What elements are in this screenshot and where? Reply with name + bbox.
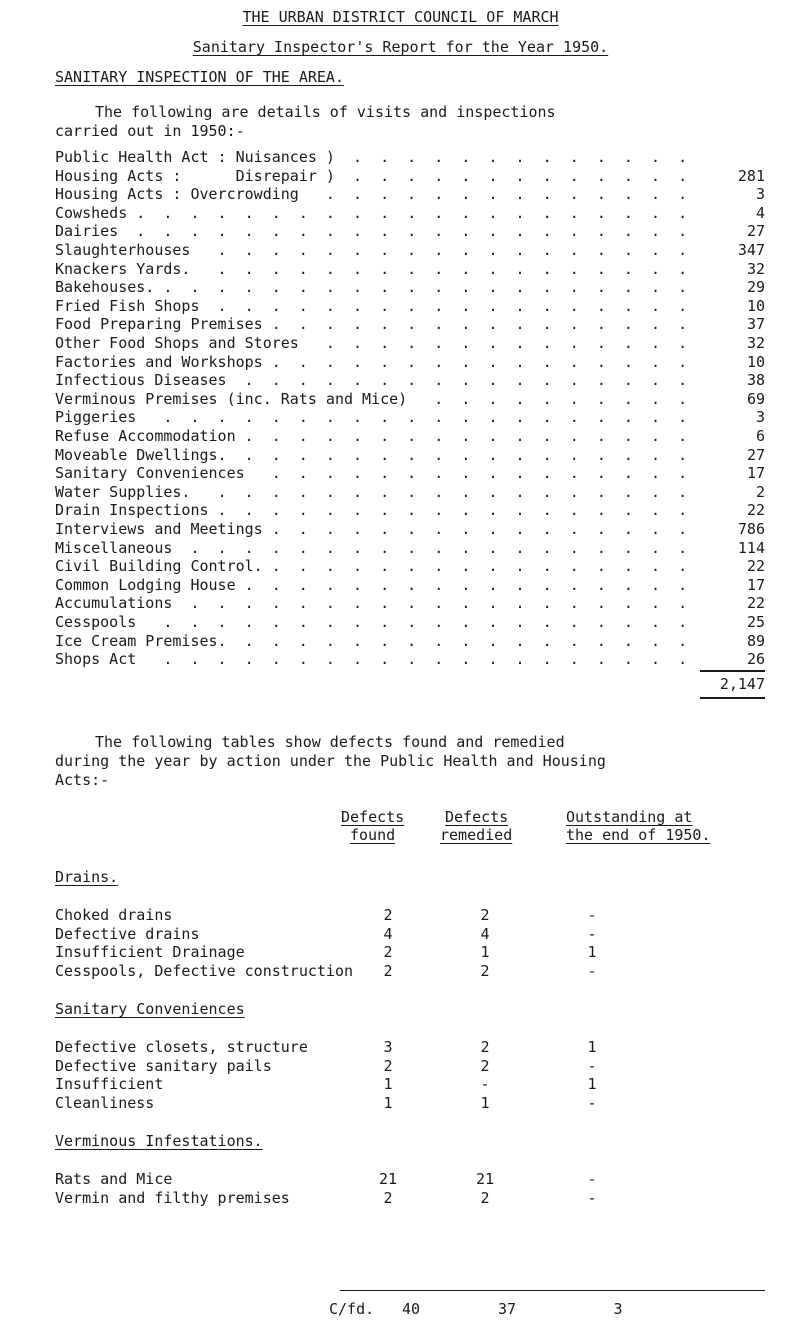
defect-label: Defective drains xyxy=(55,924,200,943)
visit-label: Other Food Shops and Stores xyxy=(55,334,299,352)
defect-row xyxy=(55,1038,765,1058)
defect-remedied: 2 xyxy=(480,906,490,924)
visit-count: 114 xyxy=(737,538,765,557)
leader-dots: . . . . . . . . . . . . . . . . . . . . xyxy=(163,408,688,427)
col-outstanding-header: the end of 1950. xyxy=(566,826,711,844)
visit-row xyxy=(55,650,765,670)
visit-count: 22 xyxy=(746,594,765,613)
total-rule xyxy=(700,670,765,672)
defect-found: 1 xyxy=(383,1075,393,1093)
visit-label: Common Lodging House xyxy=(55,575,236,594)
visit-row xyxy=(55,446,765,466)
visit-label: Dairies xyxy=(55,222,119,241)
defect-outstanding: - xyxy=(587,1056,597,1075)
visit-row xyxy=(55,204,765,224)
defect-found: 2 xyxy=(383,943,393,961)
visit-row xyxy=(55,334,765,354)
defect-row xyxy=(55,1057,765,1077)
visit-count: 26 xyxy=(746,650,765,669)
visit-count: 22 xyxy=(746,501,765,520)
visit-row xyxy=(55,483,765,503)
visit-count: 6 xyxy=(755,427,765,445)
defect-label: Rats and Mice xyxy=(55,1170,173,1188)
defect-outstanding: - xyxy=(587,924,597,943)
leader-dots: . . . . . . . . . . . . . xyxy=(352,166,688,185)
visit-count: 32 xyxy=(746,259,765,278)
defect-outstanding: - xyxy=(587,1093,597,1112)
leader-dots: . . . . . . . . . . . . . . . . xyxy=(271,557,688,576)
visit-label: Knackers Yards. xyxy=(55,259,191,278)
visit-count: 10 xyxy=(746,352,765,371)
defect-outstanding: - xyxy=(587,906,597,924)
visit-label: Infectious Diseases xyxy=(55,371,227,390)
defect-outstanding: - xyxy=(587,961,597,980)
leader-dots: . . . . . . . . . . . . . . . . . . xyxy=(217,296,688,315)
visit-row xyxy=(55,148,765,168)
defect-label: Defective sanitary pails xyxy=(55,1056,272,1075)
leader-dots: . . . . . . . . . . . . . . . . . . . . . xyxy=(136,203,688,222)
defect-label: Cesspools, Defective construction xyxy=(55,961,354,980)
visit-row xyxy=(55,371,765,391)
defect-remedied: 2 xyxy=(480,1056,490,1075)
carried-outstanding: 3 xyxy=(613,1300,623,1318)
visit-label: Drain Inspections xyxy=(55,501,209,520)
leader-dots: . . . . . . . . . . . . . xyxy=(352,148,688,166)
leader-dots: . . . . . . . . . . . . . . . . . xyxy=(244,445,688,464)
visit-label: Shops Act xyxy=(55,650,137,669)
defect-row xyxy=(55,925,765,945)
carried-label: C/fd. xyxy=(329,1300,375,1318)
visit-count: 347 xyxy=(737,241,765,259)
total-underline xyxy=(700,697,765,699)
leader-dots: . . . . . . . . . . . . . . . . xyxy=(271,464,688,483)
defect-row xyxy=(55,962,765,982)
visit-count: 69 xyxy=(746,389,765,408)
section-title: Drains. xyxy=(55,868,119,886)
col-found-header: found xyxy=(350,826,396,844)
visit-count: 3 xyxy=(755,408,765,427)
defect-found: 21 xyxy=(378,1170,398,1188)
defect-row xyxy=(55,1075,765,1095)
visit-row xyxy=(55,632,765,652)
defect-row xyxy=(55,906,765,926)
visit-row xyxy=(55,315,765,335)
visit-label: Water Supplies. xyxy=(55,482,191,501)
visit-count: 25 xyxy=(746,613,765,631)
leader-dots: . . . . . . . . . . . . . . . . . xyxy=(244,631,688,650)
leader-dots: . . . . . . . . . . . . . . . . . . . . xyxy=(163,650,688,669)
defect-remedied: 2 xyxy=(480,961,490,980)
col-outstanding-header: Outstanding at xyxy=(566,808,693,826)
defect-remedied: 2 xyxy=(480,1188,490,1207)
visit-count: 3 xyxy=(755,185,765,204)
leader-dots: . . . . . . . . . . . . . . . . . . . . xyxy=(163,613,688,631)
defect-label: Insufficient xyxy=(55,1075,164,1093)
visit-count: 281 xyxy=(737,166,765,185)
defect-found: 2 xyxy=(383,906,393,924)
carried-found: 40 xyxy=(401,1300,421,1318)
visit-label: Miscellaneous xyxy=(55,538,173,557)
visit-label: Verminous Premises (inc. Rats and Mice) xyxy=(55,389,408,408)
defect-label: Vermin and filthy premises xyxy=(55,1188,290,1207)
visit-row xyxy=(55,520,765,540)
visit-row xyxy=(55,594,765,614)
defect-row xyxy=(55,1189,765,1209)
visit-label: Factories and Workshops xyxy=(55,352,263,371)
visit-row xyxy=(55,167,765,187)
carried-rule xyxy=(340,1290,765,1291)
visit-count: 786 xyxy=(737,520,765,538)
visit-count: 27 xyxy=(746,445,765,464)
visit-label: Cesspools xyxy=(55,613,137,631)
defect-found: 2 xyxy=(383,1188,393,1207)
defects-intro: Acts:- xyxy=(55,771,110,789)
visit-row xyxy=(55,408,765,428)
visit-row xyxy=(55,557,765,577)
defect-found: 1 xyxy=(383,1093,393,1112)
visit-row xyxy=(55,613,765,633)
visit-label: Bakehouses. xyxy=(55,278,155,297)
visit-count: 17 xyxy=(746,464,765,483)
defect-label: Insufficient Drainage xyxy=(55,943,245,961)
defect-label: Choked drains xyxy=(55,906,173,924)
visit-label: Public Health Act : Nuisances ) xyxy=(55,148,335,166)
visit-count: 89 xyxy=(746,631,765,650)
visit-row xyxy=(55,539,765,559)
intro-text: The following are details of visits and inspections xyxy=(95,103,556,121)
visit-label: Refuse Accommodation xyxy=(55,427,236,445)
col-remedied-header: remedied xyxy=(440,826,513,844)
defect-found: 2 xyxy=(383,961,393,980)
visit-row xyxy=(55,241,765,261)
visit-row xyxy=(55,427,765,447)
report-title: Sanitary Inspector's Report for the Year 1950. xyxy=(192,38,609,56)
visit-row xyxy=(55,501,765,521)
visit-row xyxy=(55,260,765,280)
defect-label: Cleanliness xyxy=(55,1093,155,1112)
carried-remedied: 37 xyxy=(497,1300,517,1318)
section-title: Sanitary Conveniences xyxy=(55,1000,245,1018)
leader-dots: . . . . . . . . . . . . . . . . xyxy=(271,315,688,334)
defect-remedied: 1 xyxy=(480,943,490,961)
council-heading: THE URBAN DISTRICT COUNCIL OF MARCH xyxy=(242,8,559,26)
defect-found: 2 xyxy=(383,1056,393,1075)
visit-label: Cowsheds xyxy=(55,203,128,222)
defect-outstanding: - xyxy=(587,1188,597,1207)
visit-count: 37 xyxy=(746,315,765,334)
leader-dots: . . . . . . . . . . . . . . . . . xyxy=(244,427,688,445)
visit-count: 4 xyxy=(755,203,765,222)
defect-remedied: 21 xyxy=(475,1170,495,1188)
defect-label: Defective closets, structure xyxy=(55,1038,308,1056)
visit-label: Sanitary Conveniences xyxy=(55,464,245,483)
defect-found: 4 xyxy=(383,924,393,943)
defect-outstanding: - xyxy=(587,1170,597,1188)
defect-row xyxy=(55,1094,765,1114)
defect-outstanding: 1 xyxy=(587,1038,597,1056)
intro-text: carried out in 1950:- xyxy=(55,122,245,140)
leader-dots: . . . . . . . . . . . . . . . . . . xyxy=(217,259,688,278)
visit-label: Moveable Dwellings. xyxy=(55,445,227,464)
visit-count: 29 xyxy=(746,278,765,297)
defect-remedied: 4 xyxy=(480,924,490,943)
leader-dots: . . . . . . . . . . . . . . . . . . xyxy=(217,482,688,501)
leader-dots: . . . . . . . . . . . . . . . . . xyxy=(244,371,688,390)
visit-label: Civil Building Control. xyxy=(55,557,263,576)
defect-outstanding: 1 xyxy=(587,943,597,961)
visit-label: Ice Cream Premises. xyxy=(55,631,227,650)
leader-dots: . . . . . . . . . . . . . . . . . . . . . xyxy=(136,222,688,241)
visit-row xyxy=(55,185,765,205)
visit-count: 27 xyxy=(746,222,765,241)
visit-row xyxy=(55,297,765,317)
leader-dots: . . . . . . . . . . . . . . . . . . . xyxy=(190,594,688,613)
col-found-header: Defects xyxy=(341,808,405,826)
visit-count: 22 xyxy=(746,557,765,576)
visit-label: Housing Acts : Overcrowding xyxy=(55,185,299,204)
visit-label: Interviews and Meetings xyxy=(55,520,263,538)
leader-dots: . . . . . . . . . . . . . . . . xyxy=(271,520,688,538)
defect-remedied: 2 xyxy=(480,1038,490,1056)
carried-forward-row xyxy=(55,1300,765,1320)
visit-count: 10 xyxy=(746,296,765,315)
visit-row xyxy=(55,464,765,484)
visits-total: 2,147 xyxy=(719,675,765,693)
visit-row xyxy=(55,390,765,410)
section-title: Verminous Infestations. xyxy=(55,1132,263,1150)
visit-label: Piggeries xyxy=(55,408,137,427)
leader-dots: . . . . . . . . . . xyxy=(434,389,688,408)
section-heading: SANITARY INSPECTION OF THE AREA. xyxy=(55,68,344,86)
visit-count: 17 xyxy=(746,575,765,594)
visit-row xyxy=(55,576,765,596)
leader-dots: . . . . . . . . . . . . . . . . . xyxy=(244,575,688,594)
defect-outstanding: 1 xyxy=(587,1075,597,1093)
visit-row xyxy=(55,353,765,373)
visit-count: 38 xyxy=(746,371,765,390)
defect-remedied: 1 xyxy=(480,1093,490,1112)
leader-dots: . . . . . . . . . . . . . . . . . . xyxy=(217,241,688,259)
defect-remedied: - xyxy=(480,1075,490,1093)
visit-row xyxy=(55,222,765,242)
leader-dots: . . . . . . . . . . . . . . . . . . xyxy=(217,501,688,520)
defect-row xyxy=(55,943,765,963)
visit-row xyxy=(55,278,765,298)
leader-dots: . . . . . . . . . . . . . . . . . . . . xyxy=(163,278,688,297)
visit-label: Food Preparing Premises xyxy=(55,315,263,334)
visit-count: 2 xyxy=(755,482,765,501)
leader-dots: . . . . . . . . . . . . . . . . xyxy=(271,352,688,371)
defect-row xyxy=(55,1170,765,1190)
visit-label: Fried Fish Shops xyxy=(55,296,200,315)
defects-intro: The following tables show defects found and remedied xyxy=(95,733,565,751)
leader-dots: . . . . . . . . . . . . . . xyxy=(325,334,688,352)
visit-label: Accumulations xyxy=(55,594,173,613)
leader-dots: . . . . . . . . . . . . . . xyxy=(325,185,688,204)
col-remedied-header: Defects xyxy=(445,808,509,826)
leader-dots: . . . . . . . . . . . . . . . . . . . xyxy=(190,538,688,557)
visit-label: Housing Acts : Disrepair ) xyxy=(55,166,335,185)
defect-found: 3 xyxy=(383,1038,393,1056)
defects-intro: during the year by action under the Public Health and Housing xyxy=(55,752,606,770)
visit-label: Slaughterhouses xyxy=(55,241,191,259)
visit-count: 32 xyxy=(746,334,765,352)
